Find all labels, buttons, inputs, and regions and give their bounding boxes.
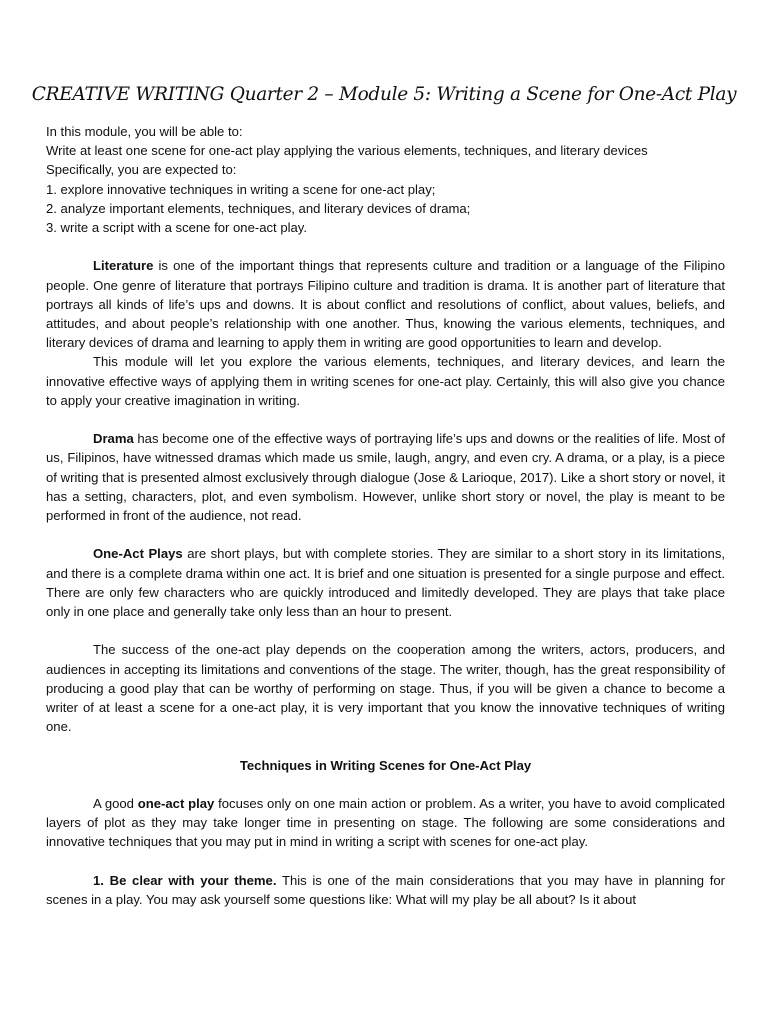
paragraph-text: This is one of the main considerations that you may have in planning for scenes in a play. You may ask yourself some questions like: What will my play be all about? Is it about: [46, 872, 726, 908]
document-body: [46, 122, 725, 909]
term-one-act-plays: One-Act Plays: [93, 546, 183, 562]
paragraph-text: A good: [93, 796, 138, 812]
paragraph-good-play: [46, 794, 725, 852]
term-one-act-play: one-act play: [137, 796, 215, 812]
paragraph-literature: [46, 256, 725, 352]
paragraph-success: The success of the one-act play depends on the cooperation among the writers, actors, producers, and audiences in accepting its limitations and conventions of the stage. The writer, though, has the great responsibility of producing a good play that can be worthy of performing on stage. Thus, if you will be given a chance to become a writer of at least a scene for a one-act play, it is very important that you know the innovative techniques of writing one.: [46, 642, 725, 735]
paragraph-one-act: [46, 544, 725, 621]
intro-line: Specifically, you are expected to:: [46, 162, 237, 178]
term-drama: Drama: [93, 431, 134, 447]
technique-1-heading: 1. Be clear with your theme.: [93, 872, 277, 888]
intro-objective: Write at least one scene for one-act play applying the various elements, techniques, and literary devices: [46, 143, 648, 159]
paragraph-module: This module will let you explore the various elements, techniques, and literary devices, and learn the innovative effective ways of applying them in writing scenes for one-act play. Certainly, this will also give you chance to apply your creative imagination in writing.: [46, 354, 725, 408]
paragraph-text: has become one of the effective ways of portraying life’s ups and downs or the realities of life. Most of us, Filipinos, have witnessed dramas which made us smile, laugh, angry, and even cry. A drama, or a play, is a piece of writing that is presented almost exclusively through dialogue (Jose & Larioque, 2017). Like a short story or novel, it has a setting, characters, plot, and even symbolism. However, unlike short story or novel, the play is meant to be performed in front of the audience, not read.: [46, 431, 726, 524]
paragraph-text: focuses only on one main action or problem. As a writer, you have to avoid complicated layers of plot as they may take longer time in presenting on stage. The following are some considerations and innovative techniques that you may put in mind in writing a script with scenes for one-act play.: [46, 796, 725, 850]
paragraph-theme: [46, 871, 725, 909]
objective-item-1: 1. explore innovative techniques in writing a scene for one-act play;: [46, 181, 436, 197]
paragraph-text: are short plays, but with complete stories. They are similar to a short story in its limitations, and there is a complete drama within one act. It is brief and one situation is presented for a single purpose and effect. There are only few characters who are quickly introduced and limitedly developed. They are plays that take place only in one place and generally take only less than an hour to present.: [46, 546, 726, 620]
term-literature: Literature: [93, 258, 154, 274]
document-title: CREATIVE WRITING Quarter 2 – Module 5: Writing a Scene for One-Act Play: [31, 84, 737, 105]
paragraph-drama: [46, 429, 725, 525]
intro-line: In this module, you will be able to:: [46, 124, 243, 139]
objective-item-2: 2. analyze important elements, techniques, and literary devices of drama;: [46, 200, 471, 216]
paragraph-text: is one of the important things that represents culture and tradition or a language of the Filipino people. One genre of literature that portrays Filipino culture and tradition is drama. It is another part of literature that portrays all kinds of life’s ups and downs. It is about conflict and resolutions of conflict, about values, beliefs, and attitudes, and about people’s relationship with one another. Thus, knowing the various elements, techniques, and literary devices of drama and learning to apply them in writing are good opportunities to learn and develop.: [46, 258, 725, 351]
section-heading: Techniques in Writing Scenes for One-Act Play: [239, 757, 532, 773]
objective-item-3: 3. write a script with a scene for one-act play.: [46, 220, 308, 236]
